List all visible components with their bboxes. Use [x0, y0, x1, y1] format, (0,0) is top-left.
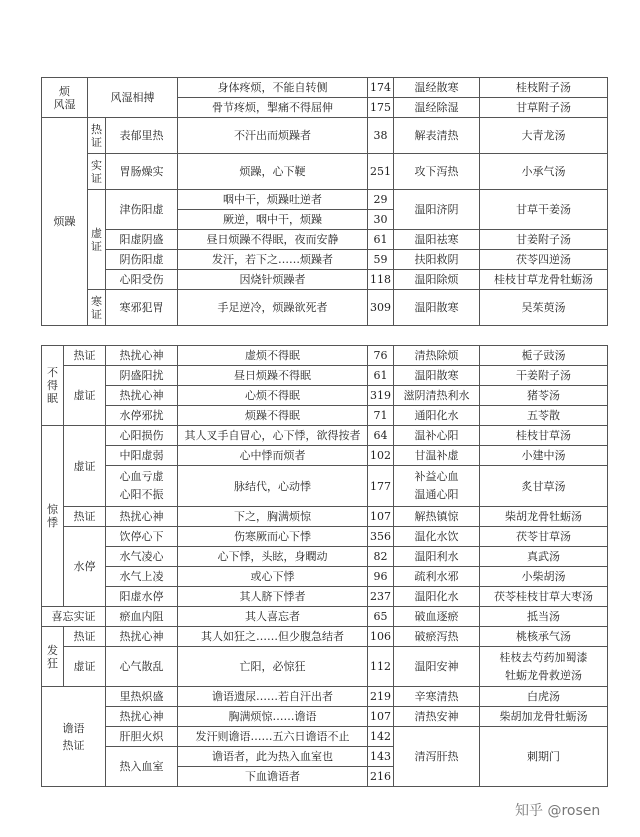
formula-cell: 干姜附子汤 — [480, 366, 608, 386]
syndrome-cell: 水气上凌 — [106, 567, 178, 587]
symptom-cell: 其人脐下悸者 — [178, 587, 368, 607]
syndrome-cell: 瘀血内阻 — [106, 607, 178, 627]
clause-number: 112 — [368, 647, 394, 687]
treatment-cell: 补益心血 温通心阳 — [394, 466, 480, 507]
symptom-cell: 亡阳，必惊狂 — [178, 647, 368, 687]
table-row — [42, 386, 608, 406]
symptom-cell: 其人如狂之……但少腹急结者 — [178, 627, 368, 647]
treatment-cell: 解表清热 — [394, 118, 480, 154]
watermark — [515, 800, 600, 820]
treatment-cell: 破瘀泻热 — [394, 627, 480, 647]
group-cell: 寒 证 — [88, 290, 106, 326]
table-row — [42, 466, 608, 507]
clause-number: 71 — [368, 406, 394, 426]
symptom-cell: 下之，胸满烦惊 — [178, 507, 368, 527]
syndrome-cell: 寒邪犯胃 — [106, 290, 178, 326]
syndrome-cell: 阴盛阳扰 — [106, 366, 178, 386]
formula-cell: 甘姜附子汤 — [480, 230, 608, 250]
treatment-cell: 扶阳救阴 — [394, 250, 480, 270]
symptom-cell: 烦躁，心下鞕 — [178, 154, 368, 190]
treatment-cell: 辛寒清热 — [394, 687, 480, 707]
formula-cell: 桂枝附子汤 — [480, 78, 608, 98]
formula-cell: 真武汤 — [480, 547, 608, 567]
treatment-cell: 温化水饮 — [394, 527, 480, 547]
symptom-cell: 咽中干，烦躁吐逆者 — [178, 190, 368, 210]
symptom-cell: 脉结代，心动悸 — [178, 466, 368, 507]
formula-cell: 桃核承气汤 — [480, 627, 608, 647]
clause-number: 106 — [368, 627, 394, 647]
treatment-cell: 温经散寒 — [394, 78, 480, 98]
formula-cell: 刺期门 — [480, 727, 608, 787]
syndrome-cell: 里热炽盛 — [106, 687, 178, 707]
category-cell: 谵语 热证 — [42, 687, 106, 787]
syndrome-cell: 水停邪扰 — [106, 406, 178, 426]
formula-cell: 吴茱萸汤 — [480, 290, 608, 326]
formula-cell: 茯苓桂枝甘草大枣汤 — [480, 587, 608, 607]
syndrome-cell: 心血亏虚 心阳不振 — [106, 466, 178, 507]
formula-cell: 炙甘草汤 — [480, 466, 608, 507]
symptom-cell: 厥逆，咽中干，烦躁 — [178, 210, 368, 230]
treatment-cell: 解热镇惊 — [394, 507, 480, 527]
symptom-cell: 心下悸，头眩，身瞤动 — [178, 547, 368, 567]
table-row — [42, 627, 608, 647]
clause-number: 118 — [368, 270, 394, 290]
category-cell: 不 得 眠 — [42, 346, 64, 426]
syndrome-cell: 热扰心神 — [106, 707, 178, 727]
clause-number: 102 — [368, 446, 394, 466]
symptom-cell: 不汗出而烦躁者 — [178, 118, 368, 154]
table-row — [42, 270, 608, 290]
table-row — [42, 547, 608, 567]
clause-number: 177 — [368, 466, 394, 507]
syndrome-cell: 心阳受伤 — [106, 270, 178, 290]
symptom-cell: 手足逆冷，烦躁欲死者 — [178, 290, 368, 326]
watermark-brand: 知乎 — [515, 803, 543, 819]
clause-number: 142 — [368, 727, 394, 747]
treatment-cell: 温阳散寒 — [394, 366, 480, 386]
symptom-cell: 虚烦不得眠 — [178, 346, 368, 366]
table-row — [42, 607, 608, 627]
clause-number: 76 — [368, 346, 394, 366]
formula-cell: 甘草干姜汤 — [480, 190, 608, 230]
symptom-cell: 下血谵语者 — [178, 767, 368, 787]
table-row — [42, 406, 608, 426]
table-irritability — [41, 77, 608, 326]
category-cell: 发 狂 — [42, 627, 64, 687]
clause-number: 174 — [368, 78, 394, 98]
table-row — [42, 290, 608, 326]
group-cell: 虚证 — [64, 426, 106, 507]
group-cell: 热证 — [64, 346, 106, 366]
treatment-cell: 破血逐瘀 — [394, 607, 480, 627]
clause-number: 65 — [368, 607, 394, 627]
formula-cell: 茯苓甘草汤 — [480, 527, 608, 547]
table-row — [42, 587, 608, 607]
category-cell: 烦 风湿 — [42, 78, 88, 118]
syndrome-cell: 津伤阳虚 — [106, 190, 178, 230]
group-cell: 实 证 — [88, 154, 106, 190]
category-cell: 惊 悸 — [42, 426, 64, 607]
table-row — [42, 190, 608, 210]
formula-cell: 小承气汤 — [480, 154, 608, 190]
syndrome-cell: 水气凌心 — [106, 547, 178, 567]
treatment-cell: 温阳安神 — [394, 647, 480, 687]
clause-number: 61 — [368, 230, 394, 250]
table-row — [42, 446, 608, 466]
symptom-cell: 昼日烦躁不得眠 — [178, 366, 368, 386]
syndrome-cell: 阳虚水停 — [106, 587, 178, 607]
clause-number: 82 — [368, 547, 394, 567]
formula-cell: 猪苓汤 — [480, 386, 608, 406]
table-row — [42, 507, 608, 527]
table-row — [42, 426, 608, 446]
table-row — [42, 707, 608, 727]
clause-number: 38 — [368, 118, 394, 154]
category-cell: 喜忘实证 — [42, 607, 106, 627]
symptom-cell: 发汗则谵语……五六日谵语不止 — [178, 727, 368, 747]
treatment-cell: 通阳化水 — [394, 406, 480, 426]
table-row — [42, 78, 608, 98]
syndrome-cell: 热扰心神 — [106, 627, 178, 647]
table-row — [42, 154, 608, 190]
symptom-cell: 身体疼烦，不能自转侧 — [178, 78, 368, 98]
table-row — [42, 366, 608, 386]
table-row — [42, 647, 608, 687]
syndrome-cell: 风湿相搏 — [88, 78, 178, 118]
clause-number: 64 — [368, 426, 394, 446]
clause-number: 59 — [368, 250, 394, 270]
clause-number: 216 — [368, 767, 394, 787]
table-row — [42, 567, 608, 587]
clause-number: 219 — [368, 687, 394, 707]
formula-cell: 白虎汤 — [480, 687, 608, 707]
treatment-cell: 温补心阳 — [394, 426, 480, 446]
syndrome-cell: 热扰心神 — [106, 507, 178, 527]
formula-cell: 大青龙汤 — [480, 118, 608, 154]
clause-number: 175 — [368, 98, 394, 118]
clause-number: 96 — [368, 567, 394, 587]
formula-cell: 小柴胡汤 — [480, 567, 608, 587]
clause-number: 29 — [368, 190, 394, 210]
symptom-cell: 或心下悸 — [178, 567, 368, 587]
symptom-cell: 烦躁不得眠 — [178, 406, 368, 426]
formula-cell: 桂枝甘草龙骨牡蛎汤 — [480, 270, 608, 290]
symptom-cell: 胸满烦惊……谵语 — [178, 707, 368, 727]
group-cell: 热 证 — [88, 118, 106, 154]
table-row — [42, 250, 608, 270]
symptom-cell: 心中悸而烦者 — [178, 446, 368, 466]
syndrome-cell: 心气散乱 — [106, 647, 178, 687]
table-row — [42, 527, 608, 547]
table-row — [42, 727, 608, 747]
formula-cell: 桂枝去芍药加蜀漆 牡蛎龙骨救逆汤 — [480, 647, 608, 687]
symptom-cell: 伤寒厥而心下悸 — [178, 527, 368, 547]
formula-cell: 柴胡龙骨牡蛎汤 — [480, 507, 608, 527]
symptom-cell: 其人喜忘者 — [178, 607, 368, 627]
syndrome-cell: 胃肠燥实 — [106, 154, 178, 190]
symptom-cell: 发汗，若下之……烦躁者 — [178, 250, 368, 270]
formula-cell: 小建中汤 — [480, 446, 608, 466]
treatment-cell: 滋阴清热利水 — [394, 386, 480, 406]
syndrome-cell: 心阳损伤 — [106, 426, 178, 446]
syndrome-cell: 热入血室 — [106, 747, 178, 787]
clause-number: 356 — [368, 527, 394, 547]
treatment-cell: 温阳除烦 — [394, 270, 480, 290]
formula-cell: 栀子豉汤 — [480, 346, 608, 366]
category-cell: 烦躁 — [42, 118, 88, 326]
clause-number: 107 — [368, 707, 394, 727]
group-cell: 热证 — [64, 507, 106, 527]
syndrome-cell: 中阳虚弱 — [106, 446, 178, 466]
syndrome-cell: 热扰心神 — [106, 346, 178, 366]
formula-cell: 茯苓四逆汤 — [480, 250, 608, 270]
formula-cell: 甘草附子汤 — [480, 98, 608, 118]
treatment-cell: 温阳济阴 — [394, 190, 480, 230]
formula-cell: 抵当汤 — [480, 607, 608, 627]
group-cell: 水停 — [64, 527, 106, 607]
clause-number: 143 — [368, 747, 394, 767]
group-cell: 虚证 — [64, 647, 106, 687]
syndrome-cell: 饮停心下 — [106, 527, 178, 547]
table-sleep-palpitation-mania-delirium — [41, 345, 608, 787]
group-cell: 虚证 — [64, 366, 106, 426]
table-row — [42, 346, 608, 366]
formula-cell: 柴胡加龙骨牡蛎汤 — [480, 707, 608, 727]
treatment-cell: 温阳祛寒 — [394, 230, 480, 250]
symptom-cell: 昼日烦躁不得眠，夜而安静 — [178, 230, 368, 250]
syndrome-cell: 肝胆火炽 — [106, 727, 178, 747]
clause-number: 251 — [368, 154, 394, 190]
treatment-cell: 清热除烦 — [394, 346, 480, 366]
table-row — [42, 118, 608, 154]
treatment-cell: 温阳散寒 — [394, 290, 480, 326]
syndrome-cell: 表郁里热 — [106, 118, 178, 154]
symptom-cell: 谵语者，此为热入血室也 — [178, 747, 368, 767]
clause-number: 107 — [368, 507, 394, 527]
clause-number: 319 — [368, 386, 394, 406]
symptom-cell: 骨节疼烦，掣痛不得屈伸 — [178, 98, 368, 118]
symptom-cell: 谵语遗尿……若自汗出者 — [178, 687, 368, 707]
group-cell: 虚 证 — [88, 190, 106, 290]
formula-cell: 五苓散 — [480, 406, 608, 426]
symptom-cell: 心烦不得眠 — [178, 386, 368, 406]
treatment-cell: 攻下泻热 — [394, 154, 480, 190]
table-row — [42, 230, 608, 250]
treatment-cell: 清热安神 — [394, 707, 480, 727]
group-cell: 热证 — [64, 627, 106, 647]
syndrome-cell: 阳虚阴盛 — [106, 230, 178, 250]
table-row — [42, 687, 608, 707]
syndrome-cell: 阴伤阳虚 — [106, 250, 178, 270]
clause-number: 30 — [368, 210, 394, 230]
formula-cell: 桂枝甘草汤 — [480, 426, 608, 446]
treatment-cell: 疏利水邪 — [394, 567, 480, 587]
clause-number: 237 — [368, 587, 394, 607]
treatment-cell: 清泻肝热 — [394, 727, 480, 787]
watermark-handle: @rosen — [547, 803, 601, 819]
clause-number: 61 — [368, 366, 394, 386]
symptom-cell: 其人叉手自冒心，心下悸，欲得按者 — [178, 426, 368, 446]
symptom-cell: 因烧针烦躁者 — [178, 270, 368, 290]
treatment-cell: 温经除湿 — [394, 98, 480, 118]
treatment-cell: 温阳利水 — [394, 547, 480, 567]
treatment-cell: 甘温补虚 — [394, 446, 480, 466]
syndrome-cell: 热扰心神 — [106, 386, 178, 406]
clause-number: 309 — [368, 290, 394, 326]
treatment-cell: 温阳化水 — [394, 587, 480, 607]
